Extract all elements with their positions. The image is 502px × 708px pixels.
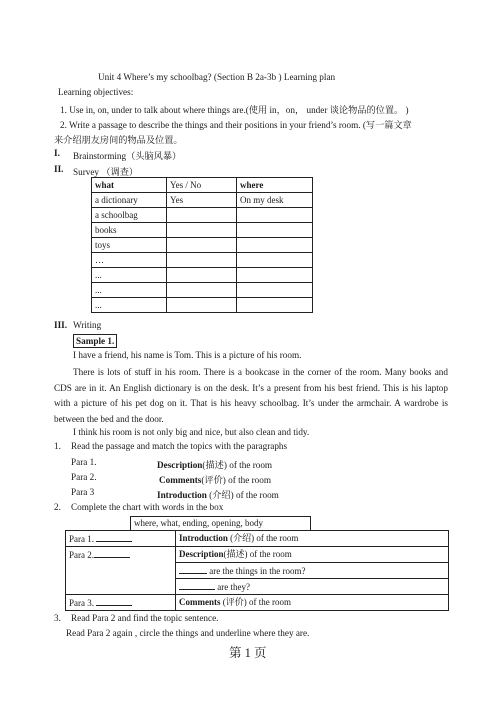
survey-cell bbox=[237, 223, 313, 238]
blank-question-2[interactable] bbox=[179, 580, 215, 590]
objective-2: 2. Write a passage to describe the things and their positions in your friend’s room. (写一篇文章 bbox=[60, 120, 412, 130]
sample-paragraph-1: I have a friend, his name is Tom. This is a picture of his room. bbox=[73, 350, 302, 360]
survey-row bbox=[92, 298, 313, 313]
page-footer: 第 1 页 bbox=[229, 646, 267, 660]
survey-row bbox=[92, 283, 313, 298]
survey-row bbox=[92, 223, 313, 238]
match-topic-2-bold: Comments bbox=[159, 475, 202, 485]
survey-cell: ... bbox=[92, 298, 167, 313]
match-topic-3-rest: of the room bbox=[233, 490, 279, 500]
section-3-label: Writing bbox=[73, 320, 102, 330]
chart-cell-para-1 bbox=[66, 531, 176, 547]
objectives-heading: Learning objectives: bbox=[58, 87, 134, 97]
survey-cell: … bbox=[92, 253, 167, 268]
match-topic-2 bbox=[159, 472, 271, 486]
section-1-number: I. bbox=[54, 148, 60, 158]
section-3-number: III. bbox=[54, 320, 68, 330]
page-title: Unit 4 Where’s my schoolbag? (Section B 2a-3b ) Learning plan bbox=[98, 72, 336, 82]
survey-cell bbox=[167, 208, 237, 223]
task-2-instruction: Complete the chart with words in the box bbox=[71, 502, 224, 512]
survey-cell: On my desk bbox=[237, 193, 313, 208]
survey-cell: a schoolbag bbox=[92, 208, 167, 223]
sample-paragraph-3: I think his room is not only big and nice, but also clean and tidy. bbox=[73, 427, 310, 437]
chart-description-bold: Description bbox=[179, 549, 224, 559]
survey-cell: ... bbox=[92, 283, 167, 298]
survey-table bbox=[91, 177, 313, 313]
match-para-3: Para 3 bbox=[71, 487, 95, 497]
survey-row bbox=[92, 208, 313, 223]
survey-cell bbox=[237, 268, 313, 283]
survey-cell: Yes bbox=[167, 193, 237, 208]
sample-paragraph-2: There is lots of stuff in his room. There is a bookcase in the corner of the room. Many books and CDS are in it. An English dictionary is on the desk. It’s a present from his best friend. This is his laptop with a picture of his pet dog on it. That is his heavy schoolbag. It’s under the armchair. A wardrobe is between the bed and the door. bbox=[54, 367, 448, 424]
chart-row-para-2 bbox=[66, 547, 449, 563]
objective-1: 1. Use in, on, under to talk about where things are.(使用 in，on， under 谈论物品的位置。 ) bbox=[60, 105, 409, 115]
chart-row-para-1 bbox=[66, 531, 449, 547]
chart-cell-description bbox=[176, 547, 449, 563]
task-1-instruction: Read the passage and match the topics with the paragraphs bbox=[71, 441, 288, 451]
survey-cell bbox=[167, 268, 237, 283]
survey-cell bbox=[237, 283, 313, 298]
match-topic-2-cn: (评价) bbox=[201, 475, 226, 485]
header-where: where bbox=[237, 178, 313, 193]
survey-cell bbox=[237, 298, 313, 313]
chart-cell-comments bbox=[176, 595, 449, 611]
survey-cell bbox=[237, 208, 313, 223]
survey-row bbox=[92, 253, 313, 268]
section-2-number: II. bbox=[54, 164, 64, 174]
survey-cell: ... bbox=[92, 268, 167, 283]
survey-cell bbox=[167, 298, 237, 313]
chart-cell-introduction bbox=[176, 531, 449, 547]
chart-table bbox=[65, 530, 449, 611]
header-what: what bbox=[92, 178, 167, 193]
chart-question-1-rest: are the things in the room? bbox=[207, 565, 306, 576]
chart-row-para-3 bbox=[66, 595, 449, 611]
chart-para-2-label: Para 2. bbox=[69, 550, 94, 560]
survey-cell: books bbox=[92, 223, 167, 238]
objective-2-continued: 来介绍朋友房间的物品及位置。 bbox=[54, 135, 183, 145]
match-topic-2-rest: of the room bbox=[225, 475, 272, 485]
survey-cell: toys bbox=[92, 238, 167, 253]
chart-description-rest: (描述) of the room bbox=[223, 549, 292, 559]
chart-cell-para-2 bbox=[66, 547, 176, 595]
survey-row bbox=[92, 268, 313, 283]
chart-introduction-rest: (介绍) of the room bbox=[227, 533, 299, 543]
match-topic-1-cn: (描述) bbox=[202, 460, 227, 470]
chart-question-2-rest: are they? bbox=[215, 581, 250, 592]
match-topic-1-bold: Description bbox=[157, 460, 203, 470]
match-topic-3-cn: (介绍) bbox=[206, 490, 234, 500]
chart-comments-bold: Comments bbox=[179, 597, 221, 607]
survey-cell bbox=[237, 253, 313, 268]
match-topic-3 bbox=[157, 487, 279, 501]
sample-label: Sample 1. bbox=[73, 334, 117, 348]
survey-cell bbox=[167, 238, 237, 253]
blank-para-1[interactable] bbox=[96, 532, 132, 542]
chart-cell-question-1 bbox=[176, 563, 449, 579]
match-topic-1-rest: of the room bbox=[226, 460, 273, 470]
survey-cell: a dictionary bbox=[92, 193, 167, 208]
survey-cell bbox=[167, 253, 237, 268]
header-yes-no: Yes / No bbox=[167, 178, 237, 193]
chart-cell-para-3 bbox=[66, 595, 176, 611]
blank-para-3[interactable] bbox=[96, 596, 132, 606]
survey-cell bbox=[167, 223, 237, 238]
task-3-instruction: Read Para 2 and find the topic sentence. bbox=[71, 613, 219, 623]
chart-cell-question-2 bbox=[176, 579, 449, 595]
chart-para-3-label: Para 3. bbox=[69, 597, 94, 608]
blank-para-2[interactable] bbox=[94, 548, 130, 558]
match-para-2: Para 2. bbox=[71, 472, 97, 482]
section-1-label: Brainstorming（头脑风暴） bbox=[73, 151, 182, 161]
task-3-number: 3. bbox=[54, 613, 61, 623]
match-topic-3-bold: Introduction bbox=[157, 490, 207, 500]
blank-question-1[interactable] bbox=[179, 564, 207, 574]
word-box: where, what, ending, opening, body bbox=[130, 516, 311, 531]
chart-para-1-label: Para 1. bbox=[69, 533, 94, 544]
survey-cell bbox=[167, 283, 237, 298]
survey-row bbox=[92, 238, 313, 253]
match-para-1: Para 1. bbox=[71, 457, 97, 467]
chart-introduction-bold: Introduction bbox=[179, 533, 228, 543]
survey-header-row bbox=[92, 178, 313, 193]
section-2-label: Survey （调查） bbox=[73, 167, 139, 177]
survey-row bbox=[92, 193, 313, 208]
task-1-number: 1. bbox=[54, 441, 61, 451]
chart-comments-rest: (评价) of the room bbox=[220, 597, 291, 607]
task-3-instruction-line-2: Read Para 2 again , circle the things and underline where they are. bbox=[66, 628, 310, 638]
task-2-number: 2. bbox=[54, 502, 61, 512]
survey-cell bbox=[237, 238, 313, 253]
match-topic-1 bbox=[157, 457, 272, 471]
